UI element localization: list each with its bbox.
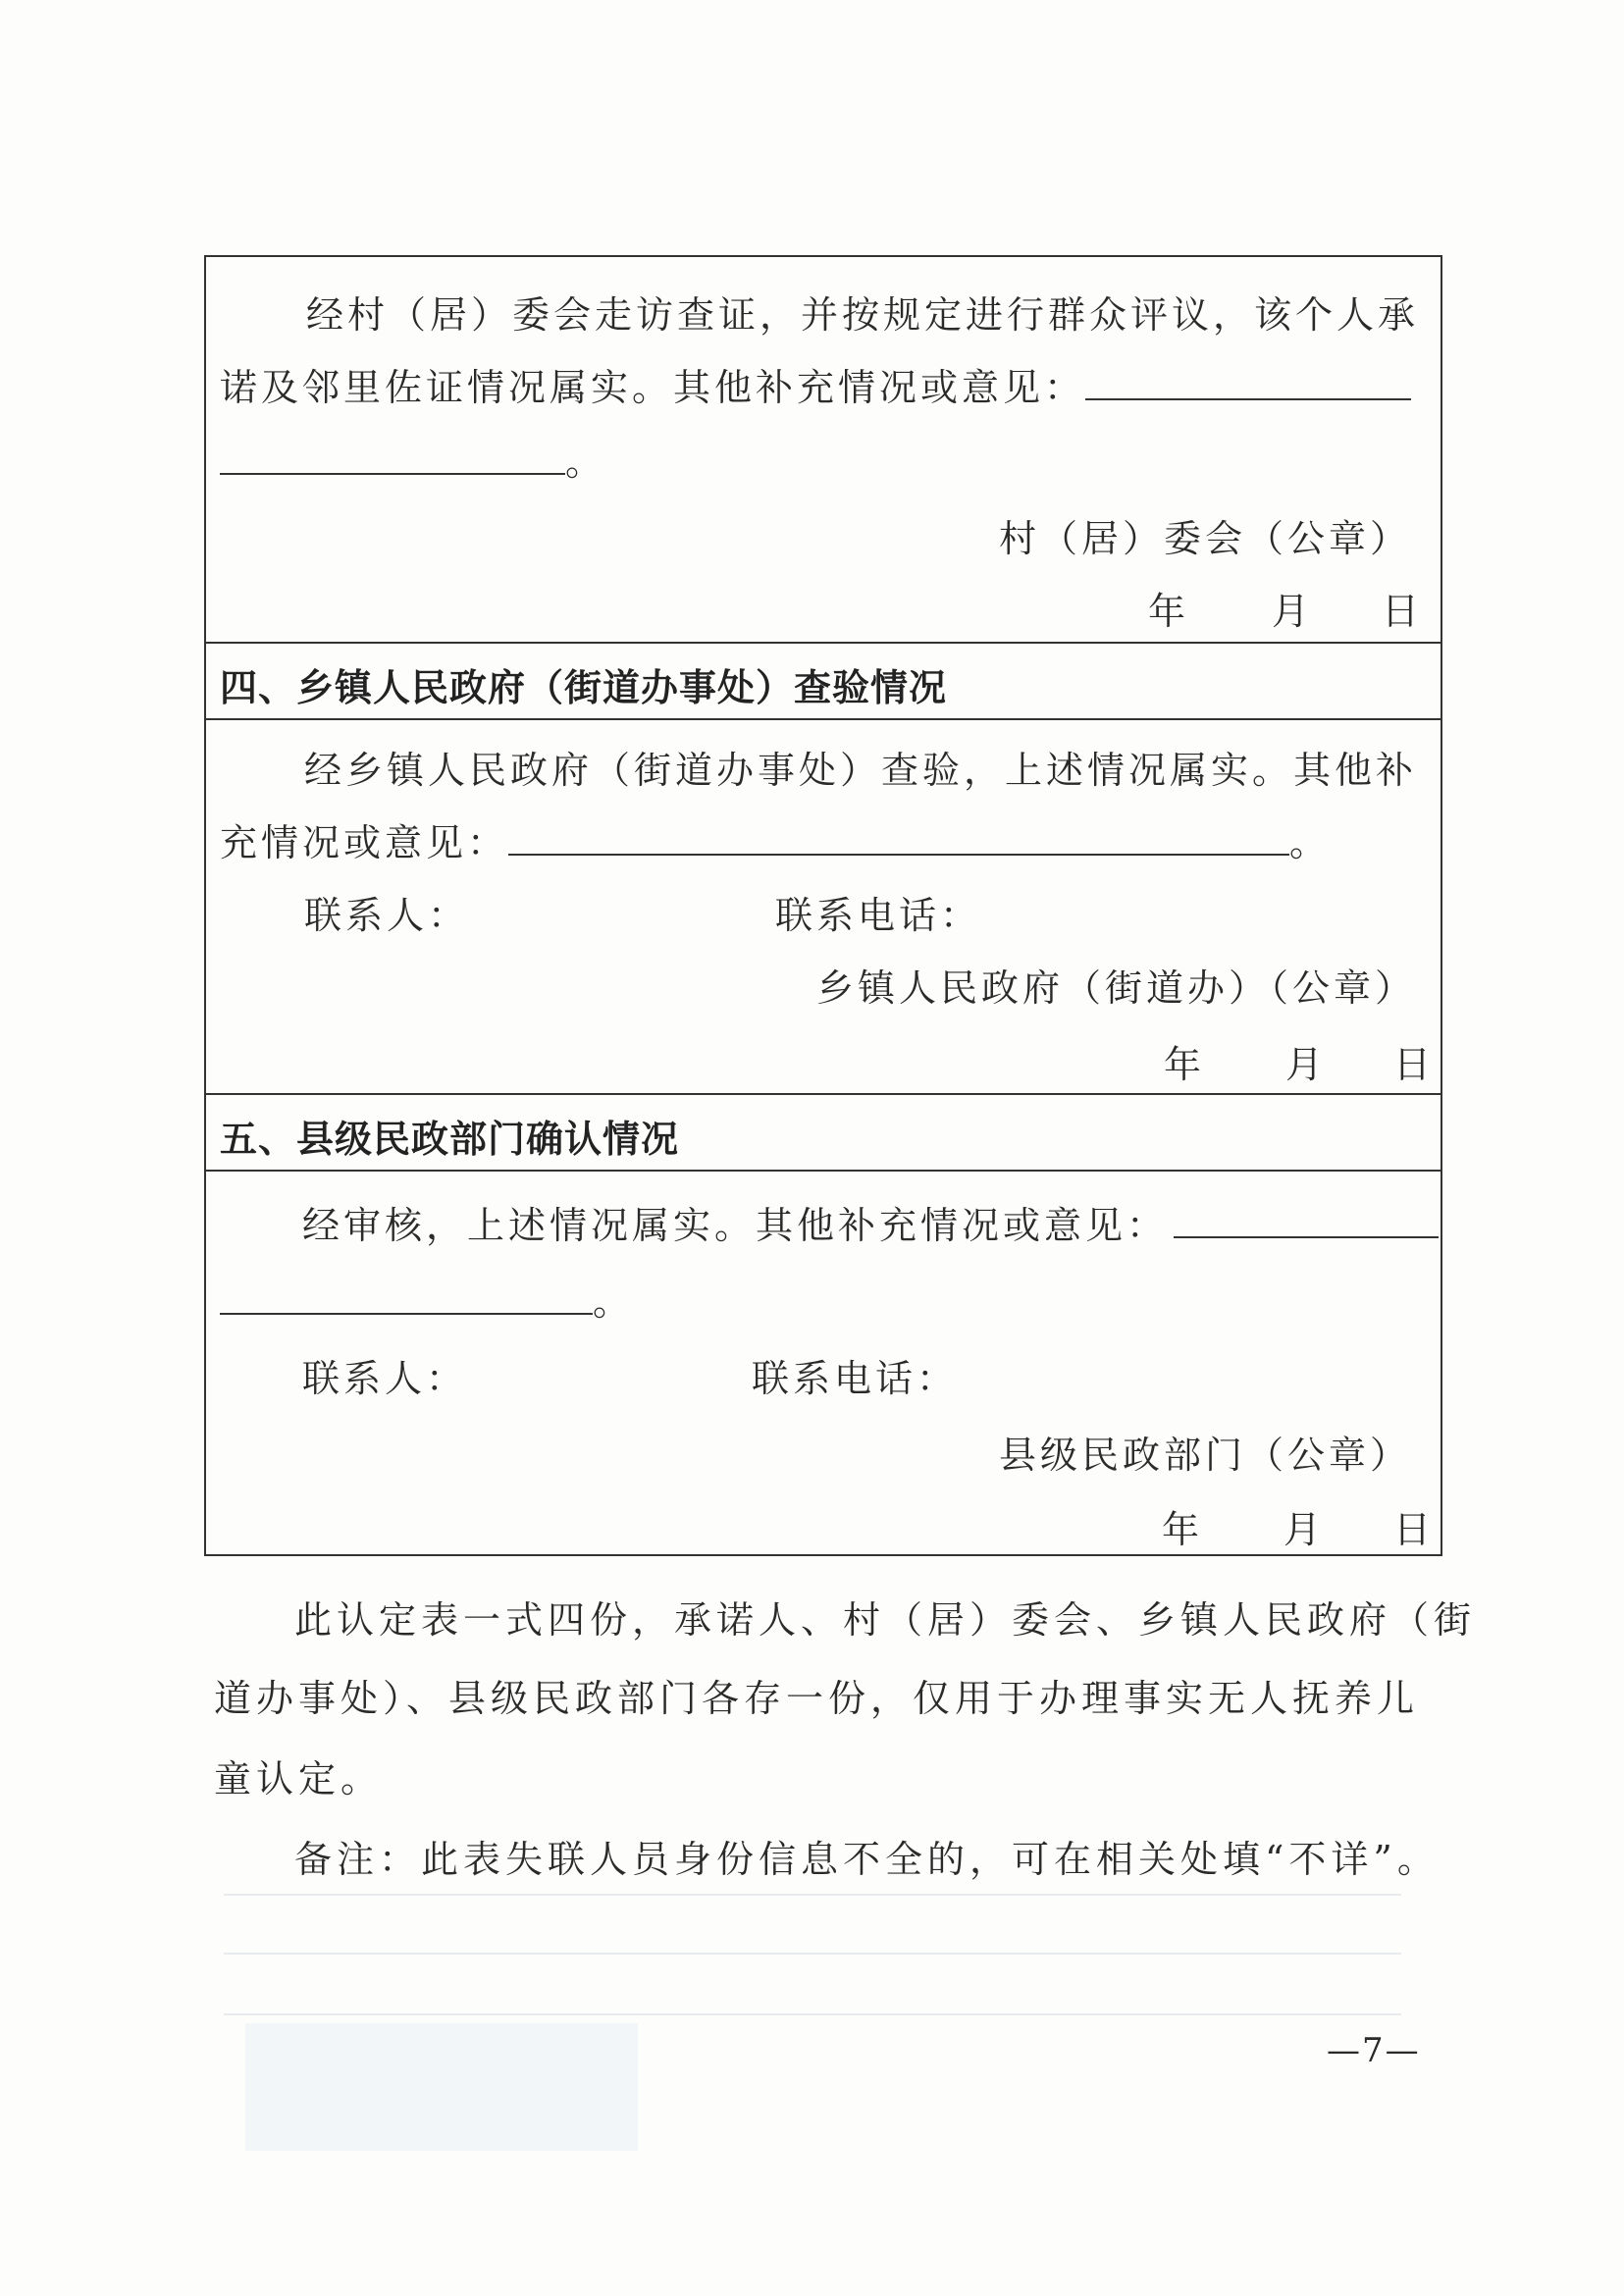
county-section (206, 1170, 1441, 1558)
village-date-year: 年 (1148, 590, 1186, 633)
note-paragraph-line-2: 道办事处）、县级民政部门各存一份，仅用于办理事实无人抚养儿 (214, 1677, 1420, 1720)
village-opinion-blank-1[interactable] (1085, 365, 1411, 400)
county-seal-label: 县级民政部门（公章） (999, 1434, 1412, 1477)
county-date-year: 年 (1162, 1508, 1200, 1551)
township-seal-label: 乡镇人民政府（街道办）（公章） (816, 966, 1417, 1010)
county-opinion-blank-2[interactable] (220, 1279, 593, 1315)
confirmation-form-table (204, 255, 1442, 1556)
township-opinion-blank[interactable] (508, 820, 1289, 856)
county-text-line-1-label: 经审核，上述情况属实。其他补充情况或意见： (302, 1204, 1169, 1247)
bleed-through-line-3 (224, 2013, 1401, 2015)
village-date-month: 月 (1272, 590, 1310, 633)
county-contact-label: 联系人： (302, 1357, 468, 1400)
township-text-line-2 (220, 812, 1331, 866)
village-date-day: 日 (1382, 590, 1420, 633)
village-text-line-2-label: 诺及邻里佐证情况属实。其他补充情况或意见： (220, 366, 1086, 409)
divider-1 (206, 642, 1441, 644)
county-opinion-blank-1[interactable] (1174, 1203, 1439, 1238)
township-date-month: 月 (1285, 1043, 1324, 1086)
county-text-line-1 (302, 1195, 1439, 1249)
county-section-heading: 五、县级民政部门确认情况 (220, 1118, 680, 1161)
page-number: —7— (1327, 2031, 1421, 2070)
village-committee-section (206, 257, 1441, 642)
township-text-line-2-label: 充情况或意见： (220, 821, 509, 864)
township-section-heading: 四、乡镇人民政府（街道办事处）查验情况 (220, 666, 948, 709)
village-period: 。 (565, 441, 607, 484)
county-phone-label: 联系电话： (752, 1357, 959, 1400)
township-date-day: 日 (1393, 1043, 1432, 1086)
township-section (206, 718, 1441, 1093)
village-text-line-2 (220, 357, 1411, 411)
village-text-line-1: 经村（居）委会走访查证，并按规定进行群众评议，该个人承 (306, 293, 1420, 337)
county-date-month: 月 (1283, 1508, 1322, 1551)
note-paragraph-line-1: 此认定表一式四份，承诺人、村（居）委会、乡镇人民政府（街 (294, 1598, 1477, 1642)
county-period: 。 (593, 1280, 635, 1324)
county-text-line-2 (220, 1272, 634, 1326)
village-opinion-blank-2[interactable] (220, 440, 565, 475)
village-seal-label: 村（居）委会（公章） (999, 517, 1412, 560)
township-contact-label: 联系人： (304, 894, 470, 937)
bleed-through-line-2 (224, 1953, 1401, 1955)
county-date-day: 日 (1393, 1508, 1432, 1551)
township-period: 。 (1289, 821, 1332, 864)
township-phone-label: 联系电话： (775, 894, 982, 937)
bleed-through-line-1 (224, 1894, 1401, 1896)
village-text-line-3 (220, 432, 606, 486)
township-date-year: 年 (1164, 1043, 1202, 1086)
township-text-line-1: 经乡镇人民政府（街道办事处）查验，上述情况属实。其他补 (304, 749, 1418, 792)
bleed-through-patch (245, 2023, 638, 2151)
remark-line: 备注：此表失联人员身份信息不全的，可在相关处填“不详”。 (294, 1838, 1440, 1881)
note-paragraph-line-3: 童认定。 (214, 1757, 384, 1800)
divider-3 (206, 1093, 1441, 1095)
